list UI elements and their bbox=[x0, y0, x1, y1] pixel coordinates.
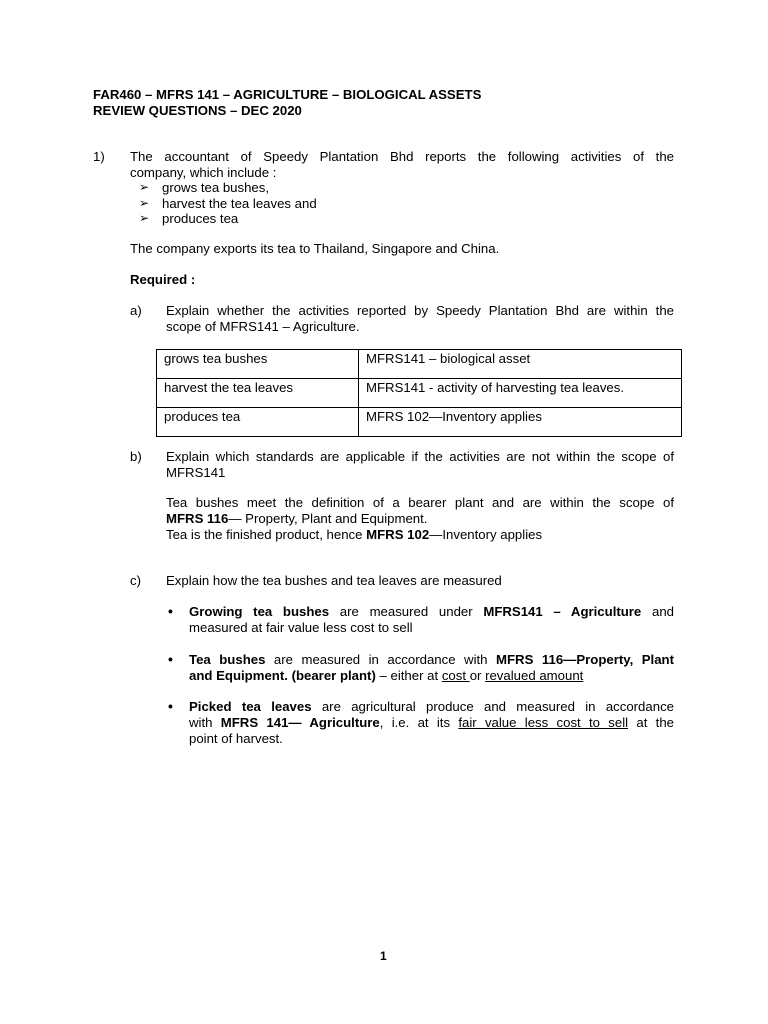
arrow-bullet-icon: ➢ bbox=[139, 211, 150, 225]
export-statement: The company exports its tea to Thailand, Singapore and China. bbox=[130, 241, 500, 256]
part-b-question-line1: Explain which standards are applicable if the activities are not within the scope of bbox=[166, 449, 674, 464]
bullet3-line1 bbox=[189, 699, 674, 715]
bold-term: Picked tea leaves bbox=[189, 699, 312, 714]
part-b-label: b) bbox=[130, 449, 142, 464]
bold-term: Growing tea bushes bbox=[189, 604, 330, 619]
part-b-question-line2: MFRS141 bbox=[166, 465, 226, 480]
scope-table bbox=[156, 349, 682, 437]
part-a-label: a) bbox=[130, 303, 142, 318]
answer-text: – either at bbox=[375, 668, 442, 683]
table-cell: MFRS141 – biological asset bbox=[359, 350, 682, 379]
table-cell: MFRS 102—Inventory applies bbox=[359, 408, 682, 437]
standard-ref: MFRS 116 bbox=[166, 511, 229, 526]
bullet-dot-icon: • bbox=[168, 651, 173, 667]
answer-text: are measured under bbox=[329, 604, 484, 619]
table-cell: harvest the tea leaves bbox=[157, 379, 359, 408]
doc-title-line2: REVIEW QUESTIONS – DEC 2020 bbox=[93, 103, 302, 118]
part-b-answer-line3 bbox=[166, 527, 542, 543]
bullet2-line2 bbox=[189, 668, 583, 684]
page-number: 1 bbox=[380, 949, 387, 963]
answer-text: at the bbox=[628, 715, 674, 730]
answer-text: or bbox=[469, 668, 486, 683]
part-c-question: Explain how the tea bushes and tea leaves are measured bbox=[166, 573, 502, 588]
table-row bbox=[157, 408, 682, 437]
standard-ref: MFRS 116—Property, Plant bbox=[496, 652, 674, 667]
answer-text: and bbox=[641, 604, 674, 619]
underlined-term: cost bbox=[441, 668, 470, 683]
bullet1-line2: measured at fair value less cost to sell bbox=[189, 620, 413, 635]
required-label: Required : bbox=[130, 272, 196, 287]
doc-title-line1: FAR460 – MFRS 141 – AGRICULTURE – BIOLOGICAL ASSETS bbox=[93, 87, 482, 102]
answer-text: —Inventory applies bbox=[429, 527, 543, 542]
part-a-question-line2: scope of MFRS141 – Agriculture. bbox=[166, 319, 360, 334]
standard-ref: MFRS 102 bbox=[366, 527, 430, 542]
answer-text: — Property, Plant and Equipment. bbox=[228, 511, 428, 526]
underlined-term: fair value less cost to sell bbox=[458, 715, 629, 730]
answer-text: are agricultural produce and measured in accordance bbox=[311, 699, 674, 714]
bullet3-line3: point of harvest. bbox=[189, 731, 283, 746]
bullet1-line1 bbox=[189, 604, 674, 620]
bullet-dot-icon: • bbox=[168, 698, 173, 714]
table-cell: grows tea bushes bbox=[157, 350, 359, 379]
bold-term: Tea bushes bbox=[189, 652, 266, 667]
underlined-term: revalued amount bbox=[485, 668, 584, 683]
activity-item: grows tea bushes, bbox=[162, 180, 270, 195]
standard-ref: MFRS141 – Agriculture bbox=[483, 604, 642, 619]
part-c-label: c) bbox=[130, 573, 141, 588]
standard-ref: MFRS 141— Agriculture bbox=[220, 715, 380, 730]
table-cell: MFRS141 - activity of harvesting tea leaves. bbox=[359, 379, 682, 408]
table-cell: produces tea bbox=[157, 408, 359, 437]
answer-text: with bbox=[189, 715, 221, 730]
q1-intro-line1: The accountant of Speedy Plantation Bhd reports the following activities of the bbox=[130, 149, 674, 164]
part-b-answer-line2 bbox=[166, 511, 427, 527]
activity-item: harvest the tea leaves and bbox=[162, 196, 317, 211]
bullet3-line2 bbox=[189, 715, 674, 731]
question-number: 1) bbox=[93, 149, 105, 164]
answer-text: , i.e. at its bbox=[379, 715, 459, 730]
bullet-dot-icon: • bbox=[168, 603, 173, 619]
table-row bbox=[157, 379, 682, 408]
q1-intro-line2: company, which include : bbox=[130, 165, 277, 180]
answer-text: are measured in accordance with bbox=[265, 652, 497, 667]
answer-text: Tea is the finished product, hence bbox=[166, 527, 367, 542]
arrow-bullet-icon: ➢ bbox=[139, 196, 150, 210]
part-a-question-line1: Explain whether the activities reported by Speedy Plantation Bhd are within the bbox=[166, 303, 674, 318]
table-row bbox=[157, 350, 682, 379]
bullet2-line1 bbox=[189, 652, 674, 668]
standard-ref: and Equipment. (bearer plant) bbox=[189, 668, 376, 683]
arrow-bullet-icon: ➢ bbox=[139, 180, 150, 194]
part-b-answer-line1: Tea bushes meet the definition of a bearer plant and are within the scope of bbox=[166, 495, 674, 510]
activity-item: produces tea bbox=[162, 211, 239, 226]
